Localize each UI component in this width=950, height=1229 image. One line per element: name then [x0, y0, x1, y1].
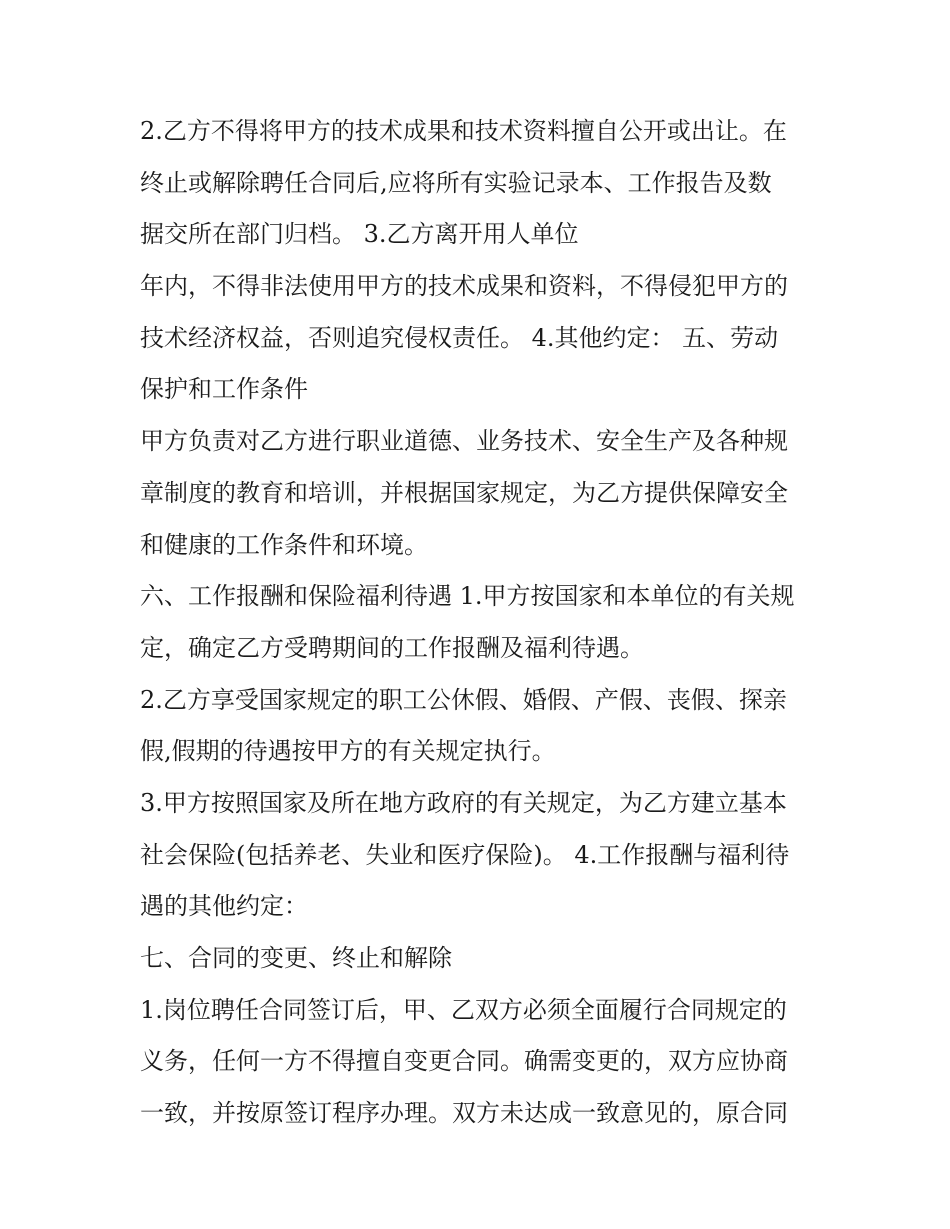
text-line: 年内，不得非法使用甲方的技术成果和资料，不得侵犯甲方的: [140, 272, 788, 301]
text-line: 假,假期的待遇按甲方的有关规定执行。: [140, 737, 556, 766]
text-line: 据交所在部门归档。 3.乙方离开用人单位: [140, 220, 579, 249]
text-line: 1.岗位聘任合同签订后，甲、乙双方必须全面履行合同规定的: [140, 995, 787, 1024]
text-line: 章制度的教育和培训，并根据国家规定，为乙方提供保障安全: [140, 478, 788, 507]
text-line: 一致，并按原签订程序办理。双方未达成一致意见的，原合同: [140, 1099, 788, 1128]
text-line: 六、工作报酬和保险福利待遇 1.甲方按国家和本单位的有关规: [140, 582, 795, 611]
text-line: 3.甲方按照国家及所在地方政府的有关规定，为乙方建立基本: [140, 788, 787, 817]
text-line: 社会保险(包括养老、失业和医疗保险)。 4.工作报酬与福利待: [140, 840, 790, 869]
document-body: [140, 106, 820, 1140]
text-line: 和健康的工作条件和环境。: [140, 530, 428, 559]
text-line: 技术经济权益，否则追究侵权责任。 4.其他约定： 五、劳动: [140, 323, 779, 352]
text-line: 终止或解除聘任合同后,应将所有实验记录本、工作报告及数: [140, 168, 772, 197]
text-line: 义务，任何一方不得擅自变更合同。确需变更的，双方应协商: [140, 1047, 788, 1076]
text-line: 定，确定乙方受聘期间的工作报酬及福利待遇。: [140, 633, 644, 662]
text-line: 2.乙方享受国家规定的职工公休假、婚假、产假、丧假、探亲: [140, 685, 787, 714]
text-line: 保护和工作条件: [140, 375, 308, 404]
text-line: 遇的其他约定：: [140, 892, 308, 921]
text-line: 2.乙方不得将甲方的技术成果和技术资料擅自公开或出让。在: [140, 117, 787, 145]
text-line: 甲方负责对乙方进行职业道德、业务技术、安全生产及各种规: [140, 427, 788, 456]
text-line: 七、合同的变更、终止和解除: [140, 944, 452, 972]
